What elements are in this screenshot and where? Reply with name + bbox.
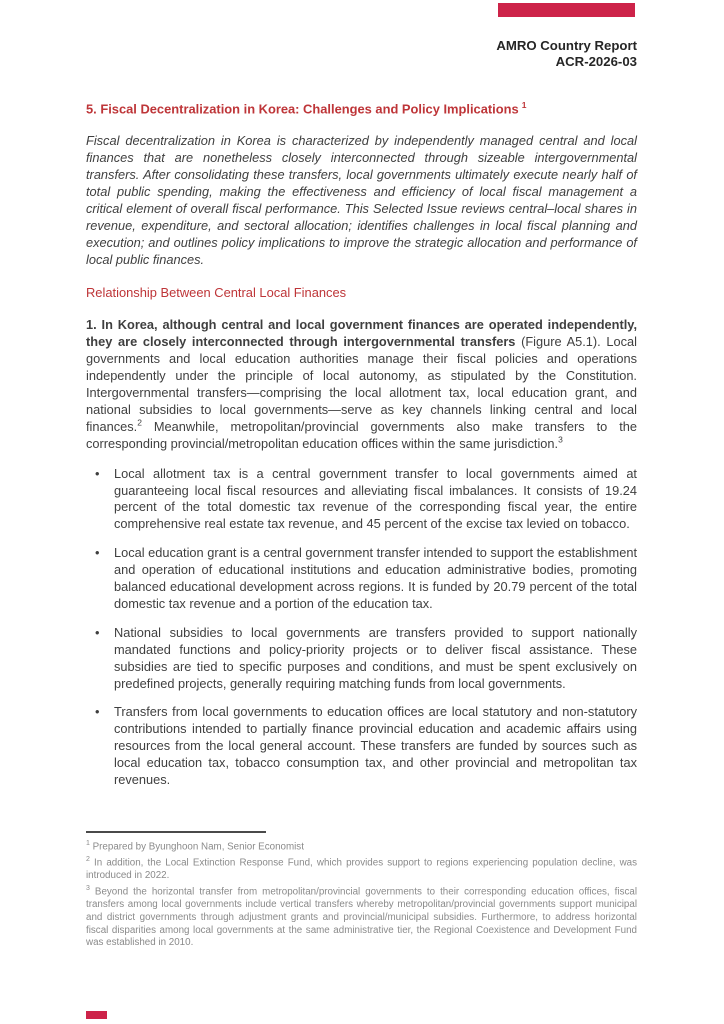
bottom-accent-mark — [86, 1011, 107, 1019]
subsection-heading: Relationship Between Central Local Finances — [86, 285, 347, 301]
bullet-text: Local education grant is a central government transfer intended to support the establishment and operation of educational institutions and education administrative bodies, promoting balanced educational development across regions. It is funded by 20.79 percent of the total domestic tax revenue and a portion of the education tax. — [114, 545, 637, 611]
footnote-ref-2: 2 — [137, 417, 142, 428]
body-paragraph — [86, 317, 637, 452]
report-title: AMRO Country Report — [496, 38, 637, 53]
bullet-marker: • — [95, 465, 100, 481]
footnote-ref: 3 — [86, 884, 90, 892]
footnote-item — [86, 883, 637, 950]
bullet-item — [86, 545, 637, 613]
bullet-text: National subsidies to local governments are transfers provided to support nationally mandated functions and policy-priority projects or to deliver fiscal assistance. These subsidies are tied to specific purposes and conditions, and must be spent exclusively on predefined projects, generally requiring matching funds from local governments. — [114, 624, 637, 691]
bullet-item — [86, 704, 637, 789]
paragraph-lead: 1. In Korea, although central and local government finances are operated independently, they are closely interconnected through intergovernmental transfers — [86, 317, 637, 350]
footnote-ref: 1 — [86, 840, 90, 847]
abstract-paragraph: Fiscal decentralization in Korea is characterized by independently managed central and local finances that are nonetheless closely interconnected through sizeable intergovernmental transfers. After consolidating these transfers, local governments ultimately execute nearly half of total public spending, making the effectiveness and efficiency of local fiscal management a critical element of overall fiscal performance. This Selected Issue reviews central–local shares in revenue, expenditure, and sectoral allocation; identifies challenges in local fiscal planning and execution; and outlines policy implications to improve the strategic allocation and performance of local public finances. — [86, 133, 637, 267]
footnote-text: Prepared by Byunghoon Nam, Senior Economist — [89, 841, 304, 853]
footnote-separator — [86, 831, 266, 833]
paragraph-body-continued: Meanwhile, metropolitan/provincial governments also make transfers to the corresponding provincial/metropolitan education offices within the same jurisdiction. — [86, 418, 637, 451]
page-content — [86, 38, 637, 801]
bullet-item — [86, 625, 637, 693]
footnote-text: In addition, the Local Extinction Response Fund, which provides support to regions experiencing population decline, was introduced in 2022. — [86, 857, 637, 882]
report-number: ACR-2026-03 — [555, 54, 637, 69]
footnote-item — [86, 854, 637, 883]
footnote-ref-3: 3 — [558, 434, 563, 445]
section-footnote-ref: 1 — [521, 100, 527, 110]
bullet-text: Transfers from local governments to education offices are local statutory and non-statutory contributions intended to partially finance provincial education and academic affairs using resources from the local general account. These transfers are funded by sources such as local education tax, tobacco consumption tax, and other provincial and metropolitan tax revenues. — [114, 704, 637, 788]
bullet-list — [86, 466, 637, 789]
footnote-section — [86, 831, 637, 950]
document-header — [86, 38, 637, 70]
paragraph-body: (Figure A5.1). Local governments and local education authorities manage their fiscal policies and operations independently under the principle of local autonomy, as stipulated by the Constitution. Intergovernmental transfers—comprising the local allotment tax, local education grant, and national subsidies to local governments—serve as key channels linking central and local finances. — [86, 334, 637, 434]
bullet-marker: • — [95, 704, 100, 720]
section-heading-text: 5. Fiscal Decentralization in Korea: Challenges and Policy Implications — [86, 101, 519, 117]
top-accent-bar — [498, 3, 635, 17]
bullet-marker: • — [95, 624, 100, 640]
bullet-text: Local allotment tax is a central government transfer to local governments aimed at guaranteeing local fiscal resources and alleviating fiscal imbalances. It consists of 19.24 percent of the total domestic tax revenue of the corresponding fiscal year, the entire comprehensive real estate tax revenue, and 45 percent of the excise tax levied on tobacco. — [114, 465, 637, 532]
section-heading — [86, 97, 637, 118]
bullet-marker: • — [95, 545, 100, 561]
footnote-ref: 2 — [86, 856, 90, 864]
footnote-item — [86, 838, 637, 854]
bullet-item — [86, 466, 637, 534]
footnote-text: Beyond the horizontal transfer from metropolitan/provincial governments to their corresponding education offices, fiscal transfers among local governments include vertical transfers whereby metropolitan/provincial governments support municipal and district governments through adjustment grants and provincial/municipal subsidies. Furthermore, to address horizontal fiscal disparities among local governments at the same administrative tier, the Regional Coexistence and Development Fund was established in 2010. — [86, 886, 637, 949]
